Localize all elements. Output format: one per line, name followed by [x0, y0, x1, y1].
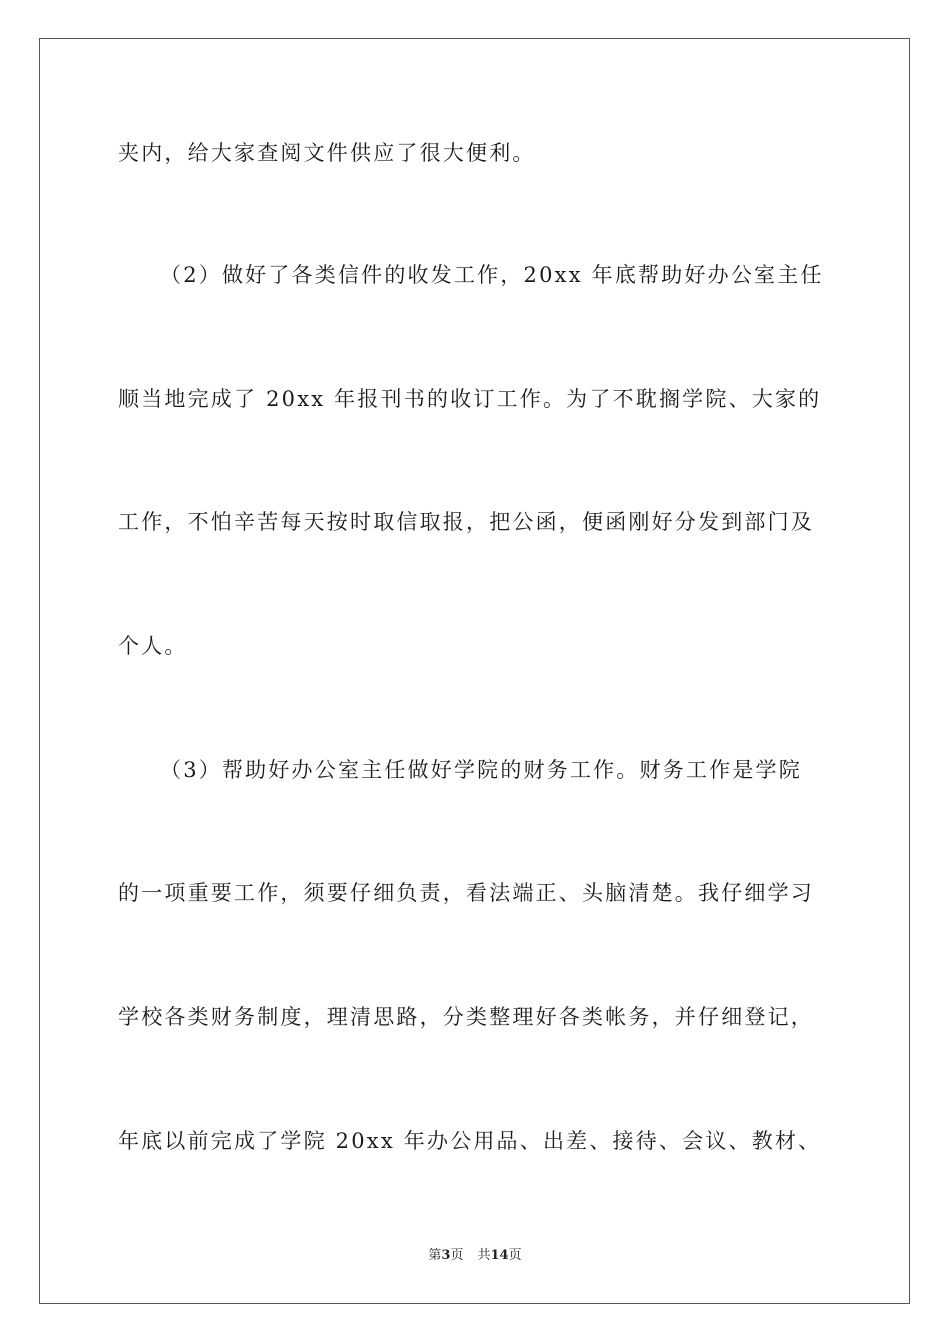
paragraph-start-line: （2）做好了各类信件的收发工作，20xx 年底帮助好办公室主任 [160, 263, 824, 287]
page-suffix: 页 [450, 1248, 464, 1263]
page-border [39, 38, 910, 1304]
paragraph-start-line: （3）帮助好办公室主任做好学院的财务工作。财务工作是学院 [160, 758, 802, 782]
text-line: 顺当地完成了 20xx 年报刊书的收订工作。为了不耽搁学院、大家的 [118, 387, 822, 411]
page-prefix: 第 [428, 1248, 442, 1263]
total-page-count: 14 [490, 1248, 509, 1263]
text-line: 个人。 [118, 634, 188, 658]
text-line: 夹内，给大家查阅文件供应了很大便利。 [118, 141, 536, 165]
total-prefix: 共 [477, 1248, 491, 1263]
total-suffix: 页 [508, 1248, 522, 1263]
current-page-number: 3 [441, 1248, 451, 1263]
page-footer [0, 1247, 950, 1265]
text-line: 学校各类财务制度，理清思路，分类整理好各类帐务，并仔细登记， [118, 1005, 814, 1029]
text-line: 年底以前完成了学院 20xx 年办公用品、出差、接待、会议、教材、 [118, 1129, 822, 1153]
text-line: 工作，不怕辛苦每天按时取信取报，把公函，便函刚好分发到部门及 [118, 510, 814, 534]
text-line: 的一项重要工作，须要仔细负责，看法端正、头脑清楚。我仔细学习 [118, 881, 814, 905]
